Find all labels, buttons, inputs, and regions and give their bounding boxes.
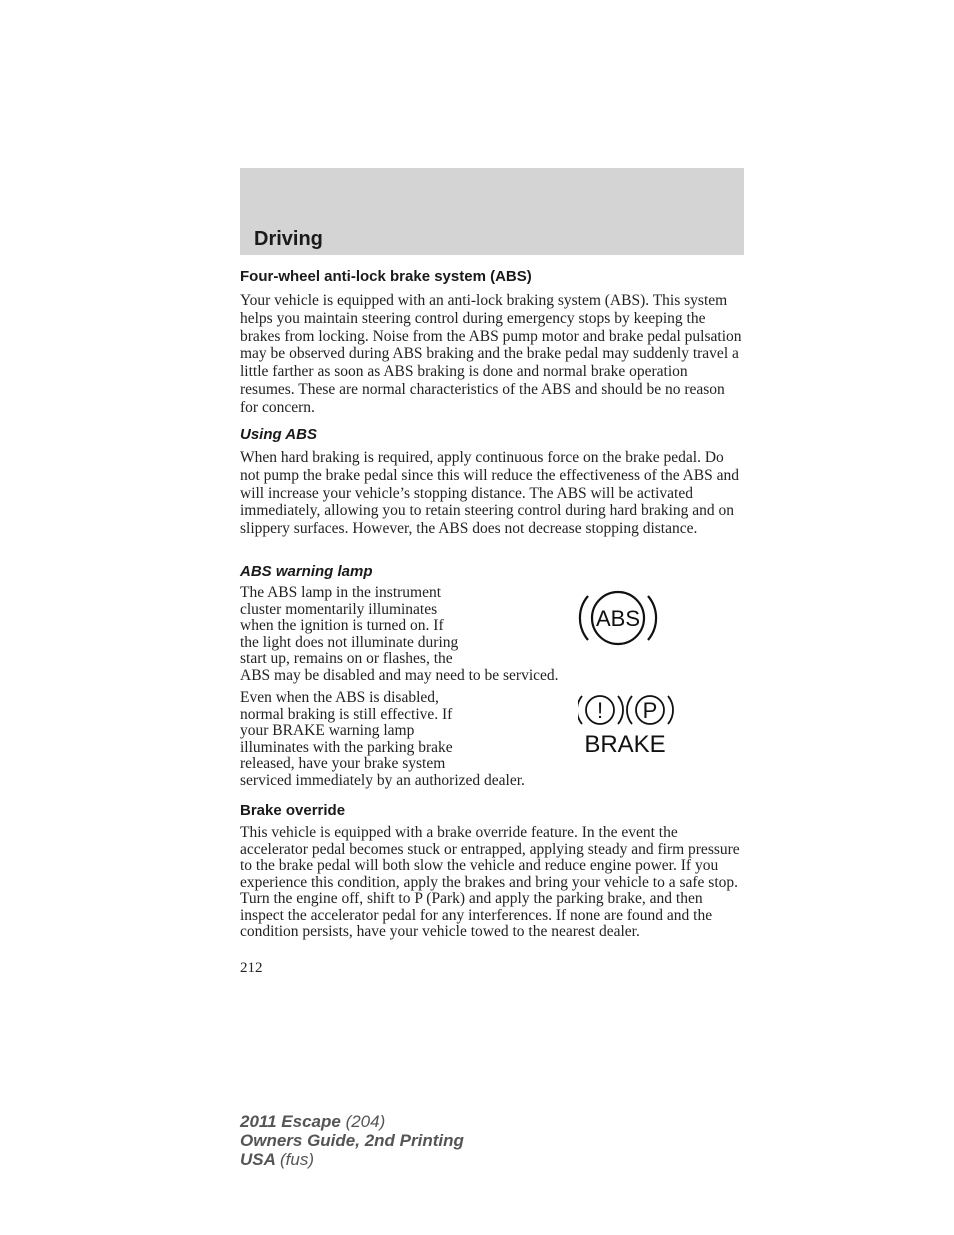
page-number: 212: [240, 960, 263, 976]
abs-warning-line: the light does not illuminate during: [240, 633, 459, 651]
brake-warning-icon: [578, 690, 674, 756]
abs-warning-icon: [578, 586, 658, 650]
svg-text:P: P: [642, 698, 658, 723]
using-abs-paragraph: When hard braking is required, apply continuous force on the brake pedal. Do not pump the brake pedal since this will reduce the effectiveness of the ABS and will increase your vehicle’s stopping distance. The ABS will be activated immediately, allowing you to retain steering control during hard braking and on slippery surfaces. However, the ABS does not decrease stopping distance.: [240, 449, 740, 538]
footer-line-1: 2011 Escape (204): [240, 1112, 386, 1131]
abs-warning-line: The ABS lamp in the instrument: [240, 584, 442, 601]
brake-warning-line: illuminates with the parking brake: [240, 738, 453, 756]
footer: [240, 1112, 464, 1169]
footer-line-3: USA (fus): [240, 1150, 314, 1169]
section-header-band: [240, 168, 744, 255]
abs-icon-label: ABS: [595, 606, 641, 631]
abs-paragraph: Your vehicle is equipped with an anti-lock braking system (ABS). This system helps you maintain steering control during emergency stops by keeping the brakes from locking. Noise from the ABS pump motor and brake pedal pulsation may be observed during ABS braking and the brake pedal may suddenly travel a little farther as soon as ABS braking is done and normal brake operation resumes. These are normal characteristics of the ABS and should be no reason for concern.: [240, 292, 742, 416]
abs-warning-text: [240, 585, 746, 684]
svg-text:!: !: [596, 698, 604, 723]
parking-indicator-icon: [627, 696, 673, 724]
brake-icon-label: BRAKE: [584, 731, 666, 756]
abs-warning-line: ABS may be disabled and may need to be serviced.: [240, 666, 559, 684]
brake-warning-line: normal braking is still effective. If: [240, 705, 453, 723]
abs-warning-line: cluster momentarily illuminates: [240, 600, 438, 618]
brake-warning-line: your BRAKE warning lamp: [240, 722, 415, 739]
brake-override-paragraph: This vehicle is equipped with a brake override feature. In the event the accelerator pedal becomes stuck or entrapped, applying steady and firm pressure to the brake pedal will both slow the vehicle and reduce engine power. If you experience this condition, apply the brakes and bring your vehicle to a safe stop. Turn the engine off, shift to P (Park) and apply the parking brake, and then inspect the accelerator pedal for any interferences. If none are found and the condition persists, have your vehicle towed to the nearest dealer.: [240, 824, 740, 940]
brake-override-heading: Brake override: [240, 802, 346, 819]
footer-line-2: Owners Guide, 2nd Printing: [240, 1131, 464, 1150]
brake-warning-line: serviced immediately by an authorized dealer.: [240, 771, 525, 789]
section-title: Driving: [254, 228, 323, 250]
abs-heading: Four-wheel anti-lock brake system (ABS): [240, 268, 532, 285]
abs-warning-line: start up, remains on or flashes, the: [240, 650, 453, 667]
abs-warning-line: when the ignition is turned on. If: [240, 617, 444, 634]
brake-warning-line: Even when the ABS is disabled,: [240, 689, 439, 706]
using-abs-heading: Using ABS: [240, 426, 317, 443]
exclaim-indicator-icon: [578, 696, 623, 724]
brake-warning-line: released, have your brake system: [240, 755, 446, 772]
abs-warning-heading: ABS warning lamp: [240, 563, 373, 580]
